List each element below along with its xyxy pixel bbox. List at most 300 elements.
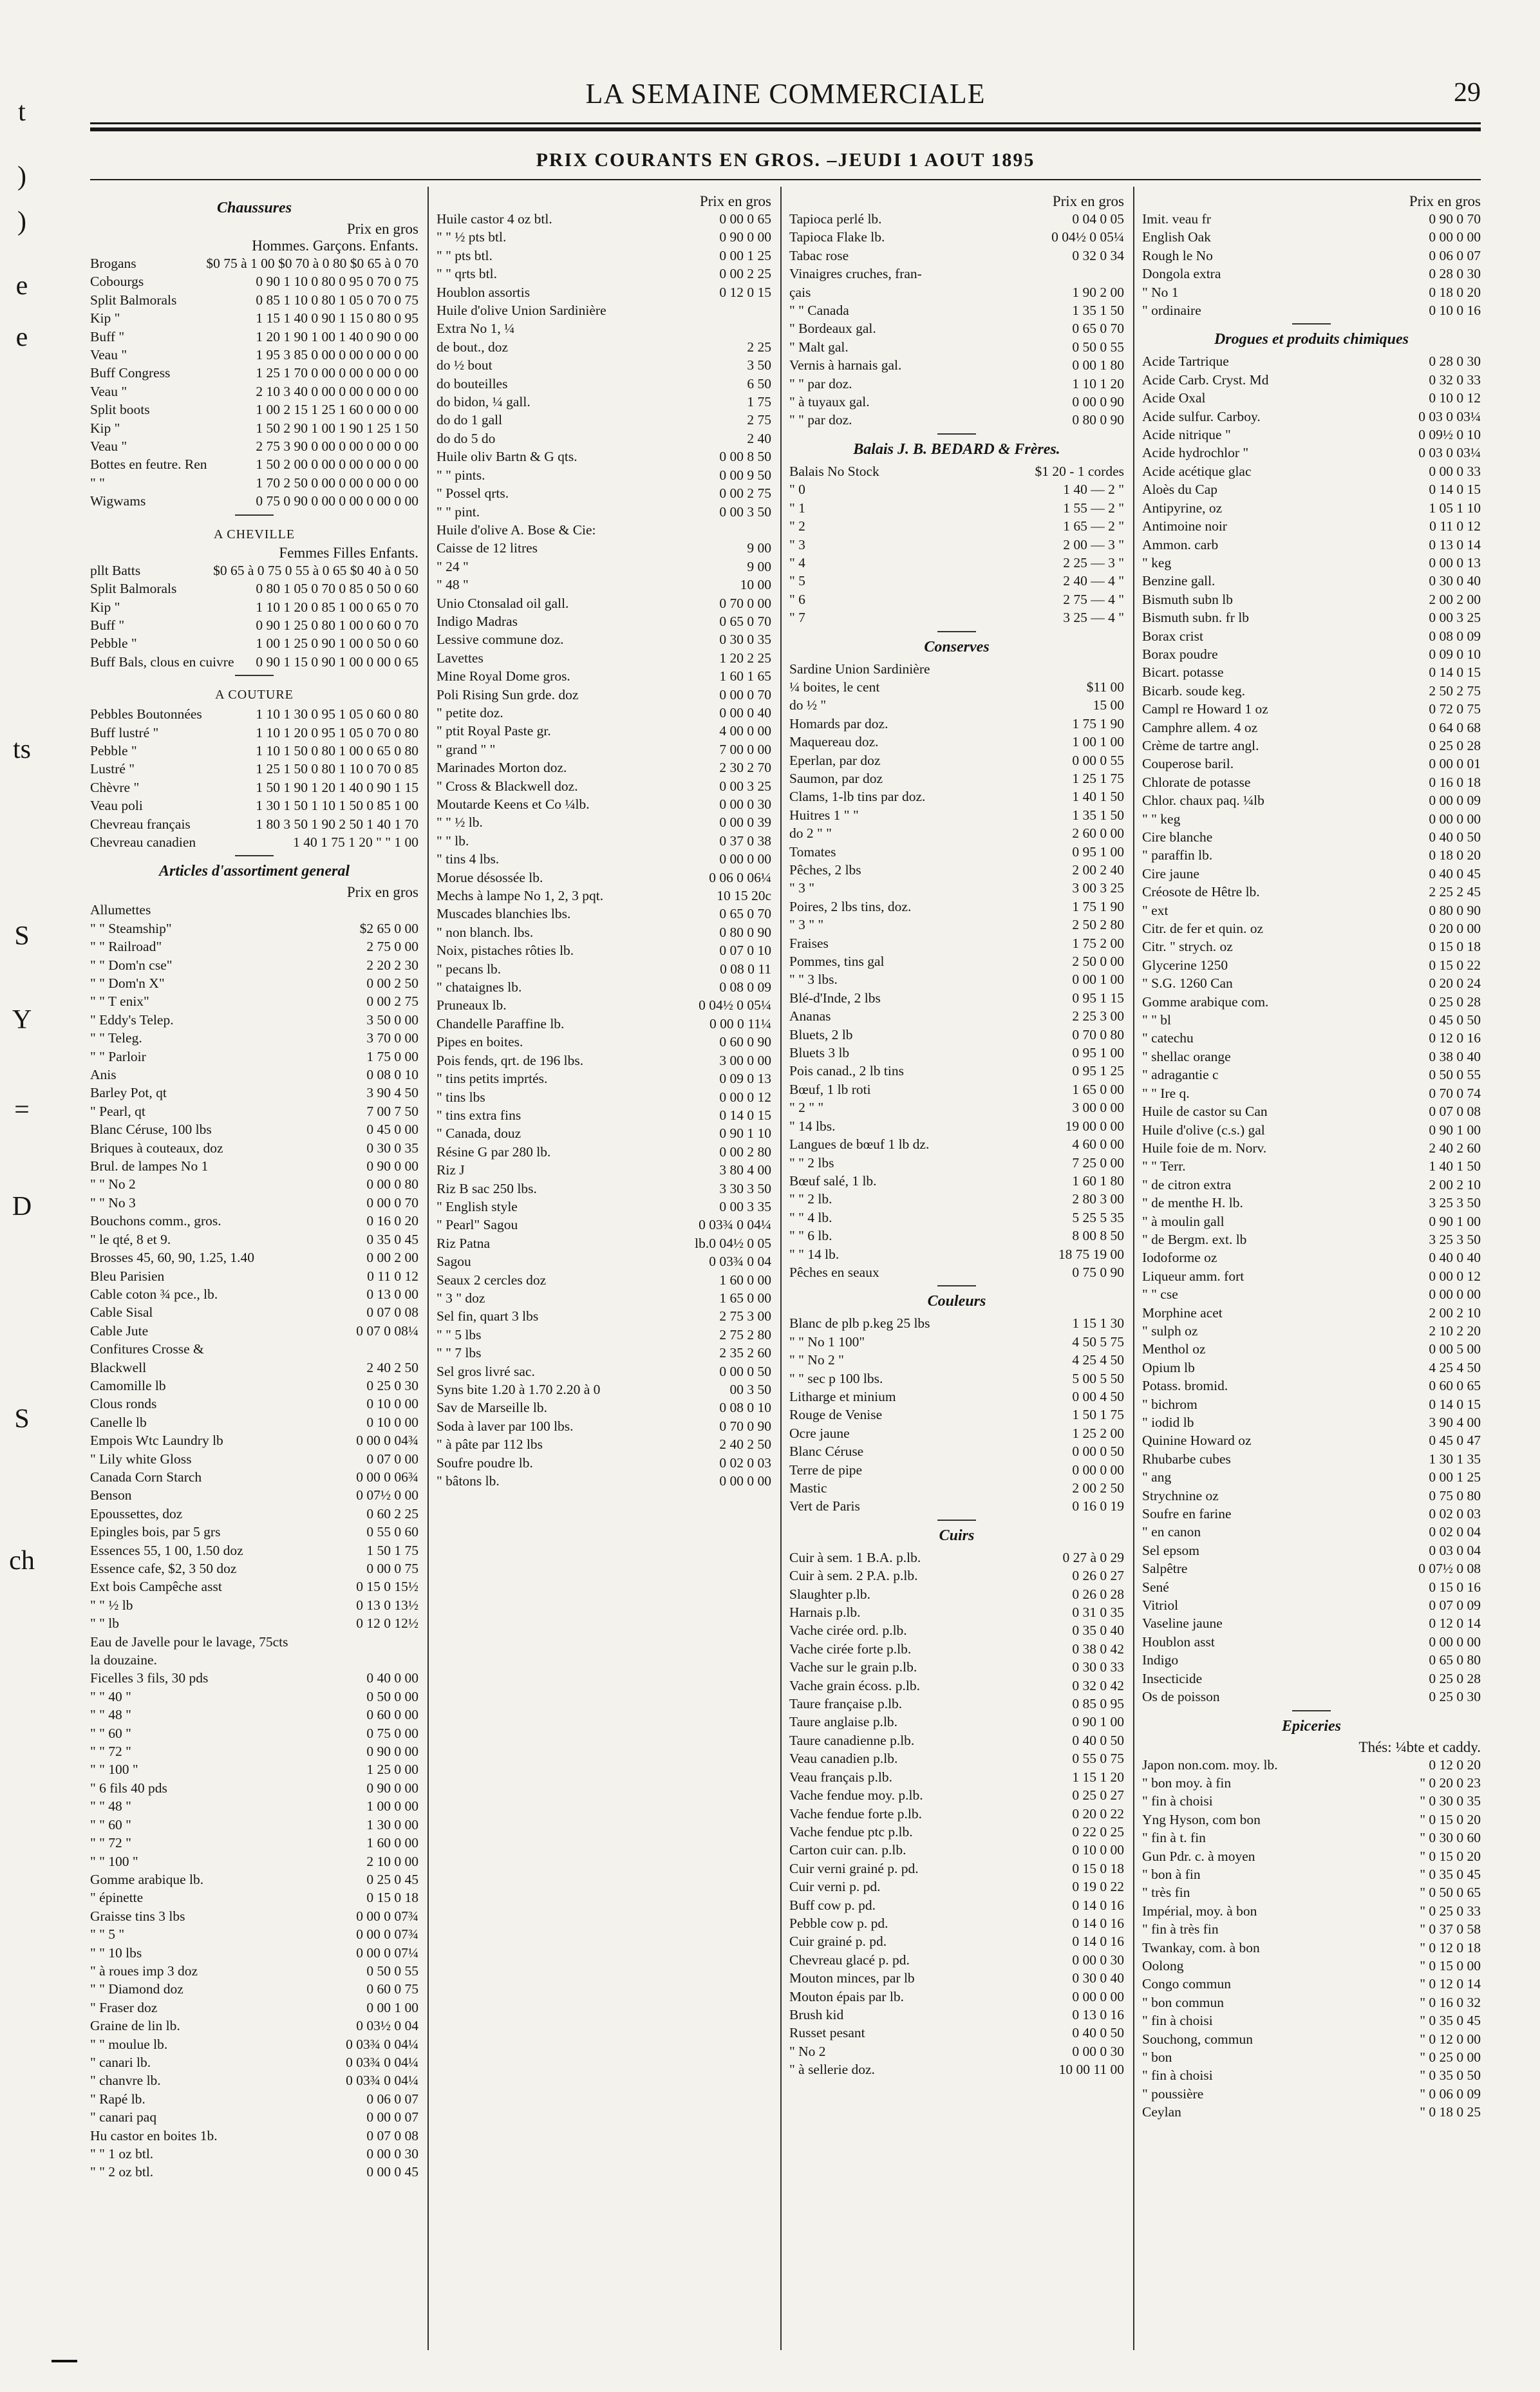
- item-price: 1 75 1 90: [1072, 715, 1124, 731]
- item-name: Antimoine noir: [1142, 518, 1227, 534]
- item-name: Noix, pistaches rôties lb.: [437, 943, 574, 959]
- price-row: [437, 484, 771, 502]
- item-name: Crème de tartre angl.: [1142, 737, 1259, 753]
- price-row: [789, 1603, 1124, 1621]
- item-name: " 14 lbs.: [789, 1118, 836, 1134]
- item-price: 2 75 3 90 0 00 0 00 0 00 0 00: [256, 438, 418, 455]
- item-name: " 2 " ": [789, 1100, 824, 1116]
- item-price: 0 30 0 35: [719, 632, 771, 648]
- item-name: Huile de castor su Can: [1142, 1104, 1268, 1120]
- item-name: " " 2 oz btl.: [90, 2164, 154, 2180]
- price-row: [90, 1706, 418, 1724]
- price-row: [437, 265, 771, 283]
- price-row: [789, 590, 1124, 608]
- item-name: Couperose baril.: [1142, 756, 1234, 772]
- item-price: 00 3 50: [729, 1382, 771, 1397]
- price-row: [90, 1852, 418, 1870]
- item-price: 2 50 2 75: [1429, 683, 1481, 699]
- item-name: Veau canadien p.lb.: [789, 1751, 898, 1767]
- item-price: " 0 12 0 18: [1420, 1939, 1481, 1955]
- column-1: [90, 193, 418, 2181]
- margin-fragment: ): [17, 207, 26, 236]
- item-price: 0 50 0 55: [366, 1963, 418, 1979]
- item-price: 0 07 0 08: [366, 2127, 418, 2143]
- item-price: 0 06 0 07: [1429, 247, 1481, 263]
- item-price: 0 03¾ 0 04¼: [346, 2054, 418, 2070]
- price-row: [789, 265, 1124, 283]
- item-name: Vernis à harnais gal.: [789, 357, 902, 373]
- price-row: [789, 934, 1124, 952]
- item-price: 0 00 0 00: [719, 851, 771, 867]
- item-price: 0 26 0 28: [1072, 1586, 1124, 1602]
- price-row: [90, 956, 418, 974]
- item-name: " en canon: [1142, 1524, 1201, 1540]
- item-price: 0 85 1 10 0 80 1 05 0 70 0 75: [256, 292, 418, 308]
- item-name: Mouton épais par lb.: [789, 1988, 904, 2004]
- item-name: do do 1 gall: [437, 412, 503, 428]
- item-price: 0 45 0 47: [1429, 1433, 1481, 1449]
- item-name: Cuir à sem. 1 B.A. p.lb.: [789, 1549, 921, 1565]
- price-row: [90, 1797, 418, 1815]
- item-price: 0 00 0 30: [1072, 1952, 1124, 1968]
- item-price: 0 35 0 40: [1072, 1623, 1124, 1639]
- section-title: A COUTURE: [215, 688, 294, 702]
- item-name: Vitriol: [1142, 1597, 1179, 1614]
- item-name: Ficelles 3 fils, 30 pds: [90, 1670, 209, 1686]
- item-name: Résine G par 280 lb.: [437, 1144, 551, 1160]
- item-name: Borax poudre: [1142, 646, 1218, 662]
- item-price: 2 00 2 40: [1072, 862, 1124, 878]
- item-price: 0 00 1 00: [366, 1999, 418, 2015]
- item-price: 0 40 0 50: [1072, 1732, 1124, 1748]
- item-price: 0 00 0 00: [1072, 1988, 1124, 2004]
- item-name: do bidon, ¼ gall.: [437, 394, 531, 410]
- item-name: Tapioca perlé lb.: [789, 211, 882, 227]
- item-price: 1 60 0 00: [366, 1835, 418, 1851]
- item-name: Brul. de lampes No 1: [90, 1158, 209, 1174]
- section-title: Conserves: [924, 638, 990, 655]
- price-row: [90, 1614, 418, 1632]
- item-name: Bouchons comm., gros.: [90, 1213, 221, 1229]
- price-row: [437, 740, 771, 758]
- margin-fragment: S: [14, 1404, 30, 1434]
- item-name: Graine de lin lb.: [90, 2018, 180, 2034]
- price-row: [789, 536, 1124, 554]
- item-name: " " lb.: [437, 833, 469, 849]
- column-divider-1: [427, 187, 429, 2350]
- item-name: " English style: [437, 1198, 518, 1214]
- price-row: [90, 328, 418, 346]
- item-price: 0 10 0 00: [1072, 1842, 1124, 1858]
- item-name: " 2: [789, 518, 805, 534]
- item-price: 0 00 0 07: [366, 2109, 418, 2125]
- item-price: 0 25 0 28: [1429, 994, 1481, 1010]
- item-price: 1 50 1 75: [1072, 1407, 1124, 1423]
- margin-fragment: e: [15, 271, 28, 301]
- item-price: " 0 50 0 65: [1420, 1885, 1481, 1901]
- item-name: " " bl: [1142, 1012, 1172, 1028]
- price-row: [90, 492, 418, 510]
- price-row: [90, 1888, 418, 1907]
- price-row: [1142, 627, 1481, 645]
- item-price: 4 25 4 50: [1429, 1359, 1481, 1375]
- price-row: [789, 1190, 1124, 1208]
- price-row: [789, 1062, 1124, 1080]
- item-name: Potass. bromid.: [1142, 1378, 1228, 1394]
- item-price: 0 70 0 80: [1072, 1026, 1124, 1042]
- item-name: Eperlan, par doz: [789, 752, 881, 768]
- item-price: 0 25 0 30: [1429, 1689, 1481, 1705]
- item-name: Moutarde Keens et Co ¼lb.: [437, 796, 590, 812]
- item-name: Blanc Céruse: [789, 1444, 864, 1460]
- item-name: Sel epsom: [1142, 1542, 1199, 1558]
- price-row: [789, 787, 1124, 805]
- price-row: [437, 832, 771, 850]
- price-row: [1142, 682, 1481, 700]
- price-row: [789, 1098, 1124, 1116]
- price-row: [1142, 228, 1481, 246]
- item-price: $0 75 à 1 00 $0 70 à 0 80 $0 65 à 0 70: [206, 256, 418, 271]
- item-name: " Rapé lb.: [90, 2091, 146, 2107]
- item-price: 0 03½ 0 04: [356, 2018, 418, 2034]
- item-price: 0 03 0 03¼: [1418, 408, 1481, 424]
- column-divider-2: [780, 187, 782, 2350]
- price-row: [1142, 462, 1481, 480]
- price-row: [789, 338, 1124, 356]
- price-row: [1142, 1487, 1481, 1505]
- price-row: [789, 806, 1124, 824]
- item-name: " 3 " ": [789, 917, 824, 933]
- item-name: " " 100 ": [90, 1762, 138, 1778]
- item-name: Chèvre ": [90, 779, 140, 795]
- item-price: 1 25 0 00: [366, 1762, 418, 1778]
- item-name: Maquereau doz.: [789, 734, 879, 750]
- price-row: [90, 598, 418, 616]
- item-price: 0 00 0 01: [1429, 756, 1481, 772]
- price-row: [789, 1878, 1124, 1896]
- item-name: Vache fendue forte p.lb.: [789, 1805, 922, 1822]
- item-name: Sené: [1142, 1579, 1169, 1595]
- item-price: 3 80 4 00: [719, 1162, 771, 1178]
- item-name: Mine Royal Dome gros.: [437, 668, 570, 684]
- item-name: " Cross & Blackwell doz.: [437, 778, 578, 794]
- newspaper-title: LA SEMAINE COMMERCIALE: [585, 78, 986, 109]
- item-price: 7 00 0 00: [719, 741, 771, 757]
- price-row: [789, 517, 1124, 535]
- item-price: [412, 1651, 418, 1669]
- item-name: Ceylan: [1142, 2104, 1181, 2120]
- item-price: 0 00 0 00: [1429, 1286, 1481, 1303]
- item-name: Morphine acet: [1142, 1304, 1223, 1321]
- item-price: 1 90 2 00: [1072, 284, 1124, 300]
- item-price: 0 25 0 27: [1072, 1787, 1124, 1803]
- price-row: [1142, 1975, 1481, 1993]
- price-row: [789, 1768, 1124, 1786]
- item-name: ¼ boites, le cent: [789, 679, 880, 695]
- price-row: [90, 724, 418, 742]
- price-row: [437, 777, 771, 795]
- item-price: 0 90 1 00: [1072, 1714, 1124, 1730]
- item-price: 3 25 3 50: [1429, 1195, 1481, 1211]
- item-price: 0 00 0 12: [719, 1089, 771, 1105]
- item-price: 0 65 0 70: [1072, 321, 1124, 337]
- item-name: Pêches en seaux: [789, 1264, 879, 1280]
- item-name: Tomates: [789, 843, 836, 860]
- item-name: Veau ": [90, 438, 127, 455]
- item-name: Kip ": [90, 420, 120, 436]
- price-row: [90, 833, 418, 851]
- price-row: [90, 1212, 418, 1230]
- price-row: [437, 1015, 771, 1033]
- item-name: Huile d'olive A. Bose & Cie:: [437, 522, 596, 538]
- price-row: [789, 1314, 1124, 1332]
- item-price: 0 15 0 22: [1429, 957, 1481, 973]
- item-price: 0 00 0 07¼: [356, 1945, 418, 1961]
- item-price: 0 00 0 80: [366, 1176, 418, 1192]
- item-name: Chandelle Paraffine lb.: [437, 1015, 565, 1031]
- price-row: [789, 1370, 1124, 1388]
- item-price: 1 10 1 20 0 95 1 05 0 70 0 80: [256, 724, 418, 740]
- price-row: [1142, 1670, 1481, 1688]
- item-name: Camphre allem. 4 oz: [1142, 719, 1258, 735]
- price-row: [90, 1431, 418, 1449]
- item-name: Strychnine oz: [1142, 1487, 1219, 1503]
- item-price: 0 35 0 45: [366, 1231, 418, 1247]
- item-price: 2 75 3 00: [719, 1308, 771, 1324]
- item-price: 0 00 2 25: [719, 266, 771, 282]
- item-name: Cuir à sem. 2 P.A. p.lb.: [789, 1568, 918, 1584]
- item-price: 0 02 0 03: [719, 1455, 771, 1471]
- item-price: 10 00: [740, 577, 771, 593]
- item-price: 2 00 2 00: [1429, 591, 1481, 607]
- price-row: [1142, 1688, 1481, 1706]
- item-name: " à sellerie doz.: [789, 2062, 875, 2078]
- item-name: Langues de bœuf 1 lb dz.: [789, 1136, 930, 1153]
- item-price: 0 08 0 09: [719, 979, 771, 995]
- price-row: [90, 634, 418, 652]
- price-row: [90, 742, 418, 760]
- price-row: [789, 228, 1124, 246]
- item-price: 1 20 1 90 1 00 1 40 0 90 0 00: [256, 328, 418, 344]
- item-name: Russet pesant: [789, 2025, 865, 2041]
- item-name: " " 72 ": [90, 1835, 131, 1851]
- margin-fragment: t: [18, 97, 26, 127]
- item-name: " bon moy. à fin: [1142, 1775, 1232, 1791]
- item-price: $0 65 à 0 75 0 55 à 0 65 $0 40 à 0 50: [213, 562, 418, 578]
- item-name: Buff ": [90, 617, 125, 633]
- price-row: [437, 850, 771, 868]
- item-name: Sagou: [437, 1254, 471, 1270]
- price-row: [1142, 1212, 1481, 1230]
- item-price: 0 75 0 90: [1072, 1264, 1124, 1280]
- item-name: Mastic: [789, 1480, 827, 1496]
- price-row: [1142, 590, 1481, 608]
- item-price: 2 20 2 30: [366, 957, 418, 973]
- item-price: 0 64 0 68: [1429, 719, 1481, 735]
- margin-fragment: ch: [9, 1546, 35, 1576]
- price-row: [90, 1962, 418, 1980]
- price-row: [1142, 1883, 1481, 1901]
- item-price: 0 40 0 00: [366, 1670, 418, 1686]
- item-name: " " pts btl.: [437, 247, 493, 263]
- item-price: 4 00 0 00: [719, 723, 771, 739]
- item-price: 1 50 2 90 1 00 1 90 1 25 1 50: [256, 420, 418, 436]
- item-price: 0 80 0 90: [1429, 902, 1481, 918]
- item-name: " " Railroad": [90, 939, 162, 955]
- price-row: [789, 1026, 1124, 1044]
- item-price: 1 40 1 50: [1429, 1158, 1481, 1174]
- item-price: [412, 1633, 418, 1651]
- item-price: 2 00 2 10: [1429, 1304, 1481, 1321]
- price-row: [1142, 265, 1481, 283]
- price-row: [90, 653, 418, 671]
- price-row: [437, 558, 771, 576]
- price-row: [437, 1033, 771, 1051]
- item-price: 0 00 2 75: [719, 485, 771, 502]
- item-price: 0 00 3 35: [719, 1198, 771, 1214]
- item-price: 1 35 1 50: [1072, 303, 1124, 319]
- price-row: [789, 1479, 1124, 1497]
- item-price: $11 00: [1086, 679, 1124, 695]
- price-row: [1142, 719, 1481, 737]
- item-price: 9 00: [747, 558, 771, 574]
- price-row: [90, 778, 418, 796]
- item-name: " Bordeaux gal.: [789, 321, 876, 337]
- item-price: 1 75 1 90: [1072, 898, 1124, 914]
- item-price: 0 00 0 13: [1429, 554, 1481, 570]
- item-price: 1 30 1 35: [1429, 1451, 1481, 1467]
- item-name: Glycerine 1250: [1142, 957, 1228, 973]
- price-row: [90, 1359, 418, 1377]
- item-name: " de menthe H. lb.: [1142, 1195, 1243, 1211]
- item-name: " " pints.: [437, 467, 485, 483]
- price-row: [90, 1541, 418, 1559]
- item-price: 0 00 0 40: [719, 704, 771, 720]
- item-name: Menthol oz: [1142, 1341, 1206, 1357]
- item-price: $1 20 - 1 cordes: [1035, 463, 1124, 479]
- item-price: 0 10 0 00: [366, 1396, 418, 1412]
- item-price: 0 15 0 16: [1429, 1579, 1481, 1595]
- margin-fragment: e: [15, 323, 28, 352]
- item-price: 0 27 à 0 29: [1062, 1549, 1124, 1565]
- item-name: Bismuth subn lb: [1142, 591, 1233, 607]
- item-name: Bismuth subn. fr lb: [1142, 610, 1250, 626]
- item-price: 0 90 0 00: [366, 1744, 418, 1760]
- price-row: [437, 887, 771, 905]
- column-subheader: Thés: ¼bte et caddy.: [1358, 1738, 1481, 1755]
- item-price: 0 08 0 10: [719, 1400, 771, 1416]
- price-row: [1142, 700, 1481, 718]
- item-name: Borax crist: [1142, 628, 1203, 644]
- price-row: [90, 1870, 418, 1888]
- item-name: " à pâte par 112 lbs: [437, 1436, 543, 1453]
- item-price: 2 10 0 00: [366, 1853, 418, 1869]
- price-row: [90, 2071, 418, 2089]
- item-name: Cire jaune: [1142, 865, 1199, 881]
- item-price: 0 65 0 80: [1429, 1652, 1481, 1668]
- item-price: [765, 319, 771, 337]
- item-price: 1 00 1 25 0 90 1 00 0 50 0 60: [256, 636, 418, 652]
- price-row: [437, 1106, 771, 1124]
- price-row: [789, 499, 1124, 517]
- item-price: 0 90 1 00: [1429, 1213, 1481, 1229]
- item-name: " poussière: [1142, 2086, 1204, 2102]
- price-row: [1142, 974, 1481, 992]
- item-price: 0 00 0 39: [719, 815, 771, 831]
- item-name: Chevreau français: [90, 816, 191, 832]
- item-price: 0 06 0 06¼: [709, 869, 771, 885]
- item-name: Vache cirée ord. p.lb.: [789, 1623, 907, 1639]
- price-row: [789, 554, 1124, 572]
- item-price: 4 25 4 50: [1072, 1352, 1124, 1368]
- item-price: " 0 12 0 14: [1420, 1976, 1481, 1992]
- item-name: " " ½ pts btl.: [437, 229, 507, 245]
- item-name: " de citron extra: [1142, 1176, 1232, 1192]
- item-price: 3 50: [747, 357, 771, 373]
- item-price: 0 00 2 75: [366, 994, 418, 1010]
- price-row: [1142, 2011, 1481, 2029]
- item-name: Blackwell: [90, 1359, 147, 1375]
- item-price: 0 70 0 74: [1429, 1085, 1481, 1101]
- section-title: Cuirs: [939, 1527, 975, 1544]
- price-row: [1142, 210, 1481, 228]
- price-row: [437, 338, 771, 356]
- item-name: Poli Rising Sun grde. doz: [437, 686, 579, 702]
- item-name: Cuir verni grainé p. pd.: [789, 1860, 919, 1876]
- price-row: [789, 1621, 1124, 1639]
- item-price: 0 00 2 50: [366, 975, 418, 991]
- price-row: [1142, 1633, 1481, 1651]
- price-row: [1142, 1920, 1481, 1938]
- item-name: Brosses 45, 60, 90, 1.25, 1.40: [90, 1250, 255, 1266]
- item-name: Veau français p.lb.: [789, 1769, 892, 1785]
- item-name: Os de poisson: [1142, 1689, 1220, 1705]
- item-price: 1 05 1 10: [1429, 500, 1481, 516]
- price-row: [789, 1406, 1124, 1424]
- item-price: 1 35 1 50: [1072, 807, 1124, 823]
- item-price: 19 00 0 00: [1065, 1118, 1124, 1134]
- price-row: [1142, 865, 1481, 883]
- price-row: [789, 2060, 1124, 2078]
- item-price: 0 00 2 00: [366, 1250, 418, 1266]
- price-row: [1142, 283, 1481, 301]
- item-price: " 0 35 0 50: [1420, 2067, 1481, 2084]
- item-price: 2 40 — 4 ": [1063, 573, 1124, 589]
- section-divider: [1292, 1710, 1331, 1711]
- column-4: [1142, 193, 1481, 2122]
- item-price: 0 40 0 50: [1429, 829, 1481, 845]
- item-name: " " 1 oz btl.: [90, 2146, 154, 2161]
- item-name: " " 7 lbs: [437, 1345, 482, 1361]
- item-name: Morue désossée lb.: [437, 869, 543, 885]
- item-name: Split boots: [90, 402, 150, 418]
- item-name: Slaughter p.lb.: [789, 1586, 870, 1602]
- price-row: [437, 1326, 771, 1344]
- price-row: [437, 905, 771, 923]
- item-price: 0 00 8 50: [719, 449, 771, 465]
- item-price: 2 00 2 50: [1072, 1480, 1124, 1496]
- item-price: [412, 901, 418, 919]
- price-row: [1142, 901, 1481, 919]
- item-price: 0 14 0 15: [1429, 664, 1481, 681]
- item-price: 0 13 0 00: [366, 1286, 418, 1302]
- item-price: 0 90 1 25 0 80 1 00 0 60 0 70: [256, 617, 418, 633]
- item-name: " Canada, douz: [437, 1125, 521, 1142]
- price-row: [1142, 1194, 1481, 1212]
- price-row: [437, 1362, 771, 1380]
- section-title: A CHEVILLE: [213, 527, 296, 541]
- price-row: [437, 1216, 771, 1234]
